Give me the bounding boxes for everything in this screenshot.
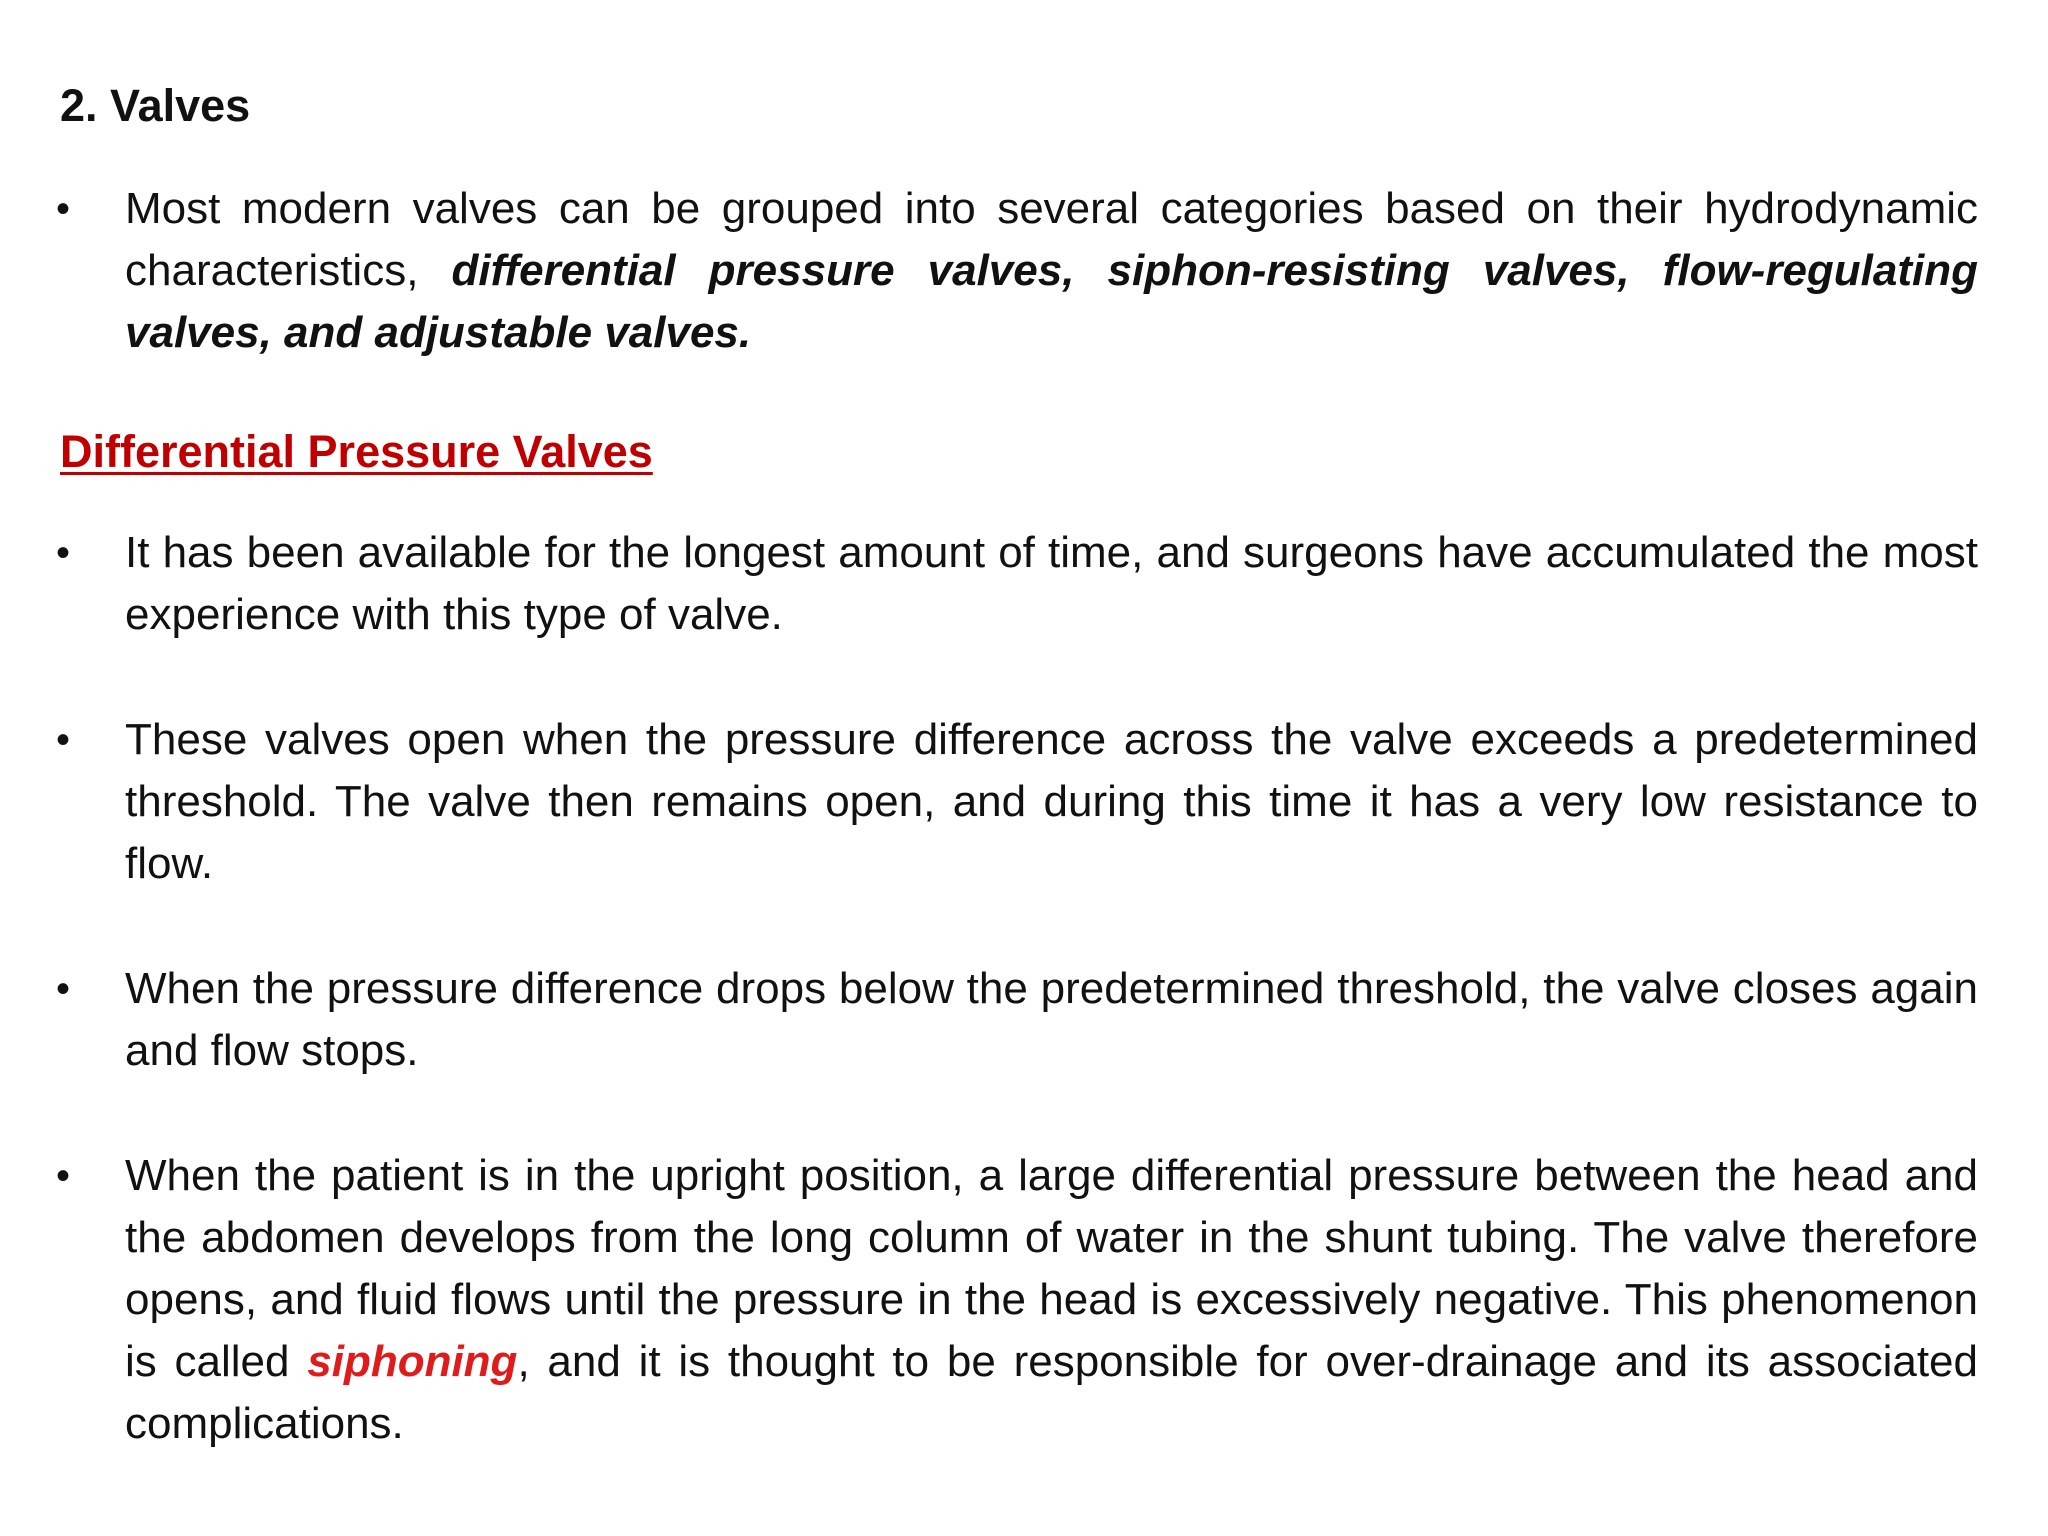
bullet-dot: • bbox=[56, 1154, 71, 1198]
bullet-dot: • bbox=[56, 187, 71, 231]
bullet-text: It has been available for the longest amount of time, and surgeons have accumulated the most experience with this type of valve. bbox=[125, 528, 1978, 639]
bullet-text-before: When the patient is in the upright position, a large differential pressure between the head and the abdomen develops from the long column of water in the shunt tubing. The valve therefore opens, and fluid flows until the pressure in the head is excessively negative. This phenomenon is called bbox=[125, 1151, 1978, 1386]
bullet-text-after: , and it is thought to be responsible for over-drainage and its associated complications. bbox=[125, 1337, 1978, 1448]
bullet-text bbox=[125, 1145, 1978, 1455]
intro-text: Most modern valves can be grouped into several categories based on their hydrodynamic characteristics, bbox=[125, 184, 1978, 295]
subsection-title: Differential Pressure Valves bbox=[60, 426, 653, 477]
intro-bullet-text bbox=[125, 178, 1978, 364]
section-title: 2. Valves bbox=[60, 80, 251, 131]
intro-emphasis: differential pressure valves, siphon-resisting valves, flow-regulating valves, and adjustable valves. bbox=[125, 246, 1978, 357]
bullet-text: These valves open when the pressure difference across the valve exceeds a predetermined threshold. The valve then remains open, and during this time it has a very low resistance to flow. bbox=[125, 715, 1978, 888]
bullet-dot: • bbox=[56, 967, 71, 1011]
siphoning-highlight: siphoning bbox=[307, 1337, 518, 1386]
bullet-text: When the pressure difference drops below the predetermined threshold, the valve closes again and flow stops. bbox=[125, 964, 1978, 1075]
bullet-dot: • bbox=[56, 718, 71, 762]
bullet-dot: • bbox=[56, 531, 71, 575]
